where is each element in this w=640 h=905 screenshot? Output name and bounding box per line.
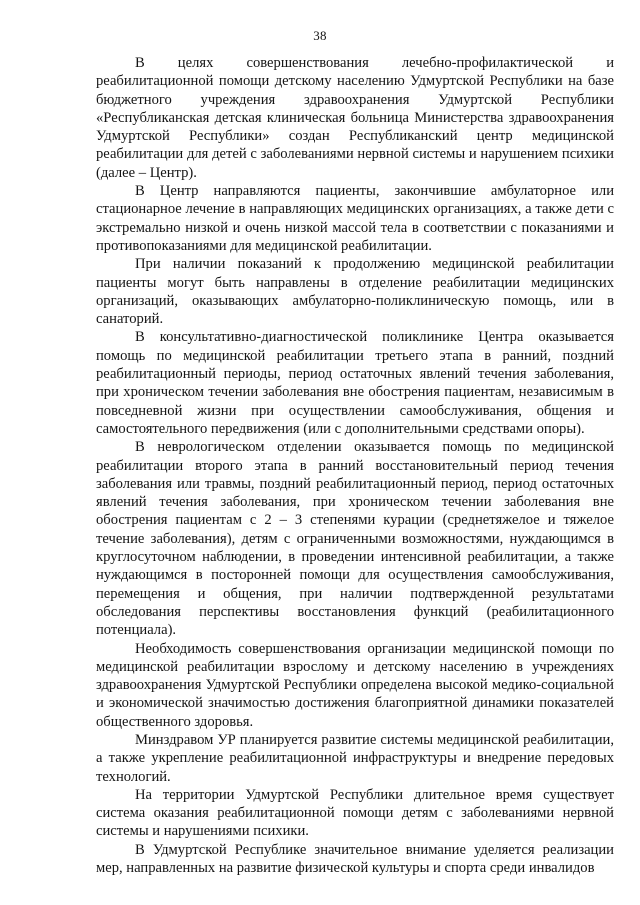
paragraph-sport-for-disabled: В Удмуртской Республике значительное внимание уделяется реализации мер, направленных на развитие физической культуры и спорта среди инвалидов [96,841,614,877]
paragraph-neurology-department: В неврологическом отделении оказывается помощь по медицинской реабилитации второго этапа в ранний восстановительный период течения заболевания или травмы, поздний реабилитационный период, период остаточных явлений течения заболевания, при хроническом течении заболевания вне обострения пациентам с 2 – 3 степенями курации (среднетяжелое и тяжелое течение заболевания), детям с ограниченными возможностями, нуждающимся в круглосуточном наблюдении, в проведении интенсивной реабилитации, а также нуждающимся в посторонней помощи для осуществления самообслуживания, перемещения и общения, при наличии подтвержденной результатами обследования перспективы восстановления функций (реабилитационного потенциала). [96,439,614,639]
page-number: 38 [313,28,327,43]
paragraph-consultative-clinic: В консультативно-диагностической поликлинике Центра оказывается помощь по медицинской реабилитации третьего этапа в ранний, поздний реабилитационный периоды, период остаточных явлений течения заболевания, при хроническом течении заболевания вне обострения пациентам, независимым в повседневной жизни при осуществлении самообслуживания, общения и самостоятельного передвижения (или с дополнительными средствами опоры). [96,329,614,437]
document-body [96,54,614,877]
paragraph-center-creation: В целях совершенствования лечебно-профилактической и реабилитационной помощи детскому населению Удмуртской Республики на базе бюджетного учреждения здравоохранения Удмуртской Республики «Республиканская детская клиническая больница Министерства здравоохранения Удмуртской Республики» создан Республиканский центр медицинской реабилитации для детей с заболеваниями нервной системы и нарушением психики (далее – Центр). [96,55,614,181]
paragraph-ministry-plans: Минздравом УР планируется развитие системы медицинской реабилитации, а также укрепление реабилитационной инфраструктуры и внедрение передовых технологий. [96,731,614,785]
paragraph-center-patients: В Центр направляются пациенты, закончившие амбулаторное или стационарное лечение в направляющих медицинских организациях, а также дети с экстремально низкой и очень низкой массой тела в соответствии с показаниями и противопоказаниями для медицинской реабилитации. [96,183,614,254]
paragraph-continued-rehabilitation: При наличии показаний к продолжению медицинской реабилитации пациенты могут быть направлены в отделение реабилитации медицинских организаций, оказывающих амбулаторно-поликлиническую помощь, или в санаторий. [96,256,614,328]
paragraph-improvement-necessity: Необходимость совершенствования организации медицинской помощи по медицинской реабилитации взрослому и детскому населению в учреждениях здравоохранения Удмуртской Республики определена высокой медико-социальной и экономической значимостью достижения благоприятной динамики показателей общественного здоровья. [96,640,614,730]
paragraph-existing-system: На территории Удмуртской Республики длительное время существует система оказания реабилитационной помощи детям с заболеваниями нервной системы и нарушениями психики. [96,786,614,840]
